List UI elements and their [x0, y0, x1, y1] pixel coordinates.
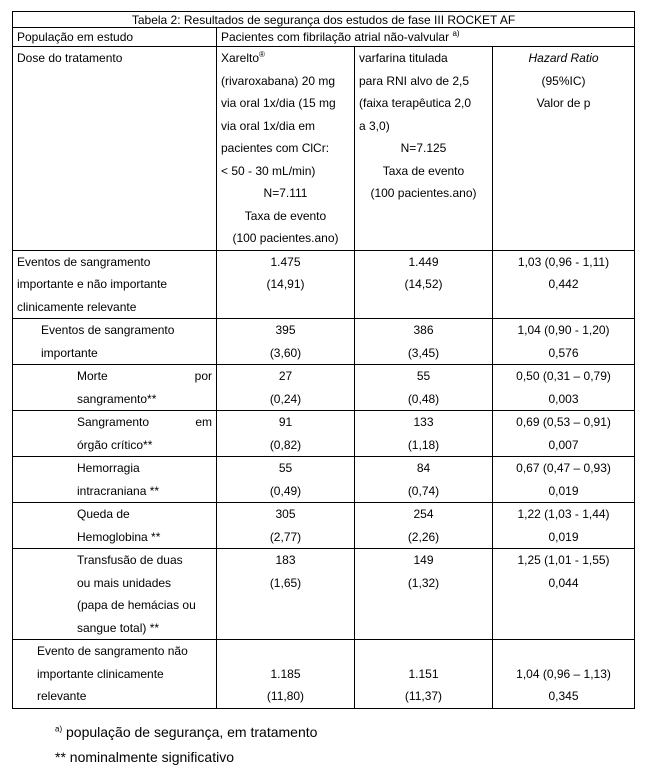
row-label: Hemorragia intracraniana ** [13, 457, 217, 503]
hazard-ratio-cell: 1,04 (0,90 - 1,20) 0,576 [493, 319, 635, 365]
table-row [13, 640, 635, 709]
xarelto-cell: 1.185 (11,80) [217, 640, 355, 709]
hazard-ratio-cell: 1,03 (0,96 - 1,11) 0,442 [493, 250, 635, 319]
hazard-ratio-cell: 0,69 (0,53 – 0,91) 0,007 [493, 411, 635, 457]
title-row [13, 12, 635, 28]
warfarin-cell: 133 (1,18) [355, 411, 493, 457]
table-row [13, 319, 635, 365]
xarelto-header: Xarelto® (rivaroxabana) 20 mg via oral 1x/dia (15 mg via oral 1x/dia em pacientes com ClCr: < 50 - 30 mL/min) N=7.111 Taxa de evento (100 pacientes.ano) [217, 47, 355, 251]
population-value: Pacientes com fibrilação atrial não-valvular $^{a)}$ [217, 28, 635, 47]
footnote-significance: ** nominalmente significativo [55, 749, 234, 765]
row-label: Queda de Hemoglobina ** [13, 503, 217, 549]
row-label: Transfusão de duas ou mais unidades (papa de hemácias ou sangue total) ** [13, 549, 217, 640]
warfarin-cell: 55 (0,48) [355, 365, 493, 411]
population-label: População em estudo [13, 28, 217, 47]
warfarin-header: varfarina titulada para RNI alvo de 2,5 (faixa terapêutica 2,0 a 3,0) N=7.125 Taxa de evento (100 pacientes.ano) [355, 47, 493, 251]
hazard-ratio-cell: 0,67 (0,47 – 0,93) 0,019 [493, 457, 635, 503]
warfarin-cell: 254 (2,26) [355, 503, 493, 549]
warfarin-cell: 84 (0,74) [355, 457, 493, 503]
table-row [13, 549, 635, 640]
row-label: Morte por sangramento** [13, 365, 217, 411]
table-row [13, 365, 635, 411]
table-title: Tabela 2: Resultados de segurança dos estudos de fase III ROCKET AF [13, 12, 635, 28]
xarelto-cell: 27 (0,24) [217, 365, 355, 411]
dose-label: Dose do tratamento [13, 47, 217, 251]
row-label: Eventos de sangramento importante e não importante clinicamente relevante [13, 250, 217, 319]
xarelto-cell: 55 (0,49) [217, 457, 355, 503]
xarelto-cell: 183 (1,65) [217, 549, 355, 640]
xarelto-cell: 1.475 (14,91) [217, 250, 355, 319]
warfarin-cell: 1.449 (14,52) [355, 250, 493, 319]
row-label: Eventos de sangramento importante [13, 319, 217, 365]
warfarin-cell: 149 (1,32) [355, 549, 493, 640]
table-row [13, 250, 635, 319]
xarelto-cell: 305 (2,77) [217, 503, 355, 549]
xarelto-cell: 395 (3,60) [217, 319, 355, 365]
table-row [13, 457, 635, 503]
row-label: Evento de sangramento não importante clinicamente relevante [13, 640, 217, 709]
hazard-ratio-cell: 1,22 (1,03 - 1,44) 0,019 [493, 503, 635, 549]
warfarin-cell: 386 (3,45) [355, 319, 493, 365]
footnote-population: $^{a)}$ população de segurança, em tratamento [55, 724, 318, 740]
row-label: Sangramento em órgão crítico** [13, 411, 217, 457]
warfarin-cell: 1.151 (11,37) [355, 640, 493, 709]
table-row [13, 503, 635, 549]
population-row [13, 28, 635, 47]
hazard-ratio-cell: 0,50 (0,31 – 0,79) 0,003 [493, 365, 635, 411]
hazard-ratio-header: Hazard Ratio (95%IC) Valor de p [493, 47, 635, 251]
table-row [13, 411, 635, 457]
dose-row [13, 47, 635, 251]
hazard-ratio-cell: 1,04 (0,96 – 1,13) 0,345 [493, 640, 635, 709]
safety-results-table [12, 11, 635, 709]
hazard-ratio-cell: 1,25 (1,01 - 1,55) 0,044 [493, 549, 635, 640]
xarelto-cell: 91 (0,82) [217, 411, 355, 457]
